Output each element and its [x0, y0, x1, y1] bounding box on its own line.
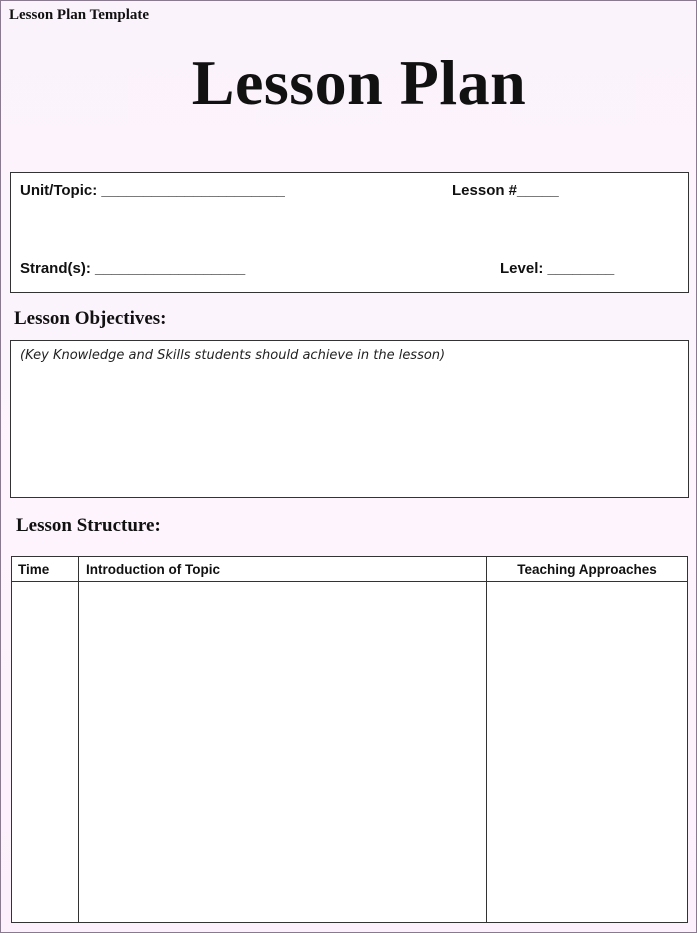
table-row — [12, 582, 688, 923]
teaching-approaches-cell[interactable] — [487, 582, 688, 923]
column-header-time: Time — [12, 557, 79, 582]
column-header-teaching-approaches: Teaching Approaches — [487, 557, 688, 582]
level-field[interactable]: Level: ________ — [500, 260, 615, 277]
introduction-cell[interactable] — [79, 582, 487, 923]
template-label: Lesson Plan Template — [9, 7, 150, 23]
objectives-box[interactable] — [10, 340, 689, 498]
lesson-info-box — [10, 172, 689, 293]
lesson-structure-table — [11, 556, 688, 923]
table-header-row — [12, 557, 688, 582]
lesson-number-field[interactable]: Lesson #_____ — [452, 182, 559, 199]
objectives-heading: Lesson Objectives: — [14, 308, 167, 329]
strands-field[interactable]: Strand(s): __________________ — [20, 260, 246, 277]
time-cell[interactable] — [12, 582, 79, 923]
structure-heading: Lesson Structure: — [16, 515, 161, 536]
column-header-introduction: Introduction of Topic — [79, 557, 487, 582]
unit-topic-field[interactable]: Unit/Topic: ______________________ — [20, 182, 285, 199]
objectives-hint: (Key Knowledge and Skills students should achieve in the lesson) — [20, 348, 446, 363]
page-title: Lesson Plan — [191, 47, 527, 118]
